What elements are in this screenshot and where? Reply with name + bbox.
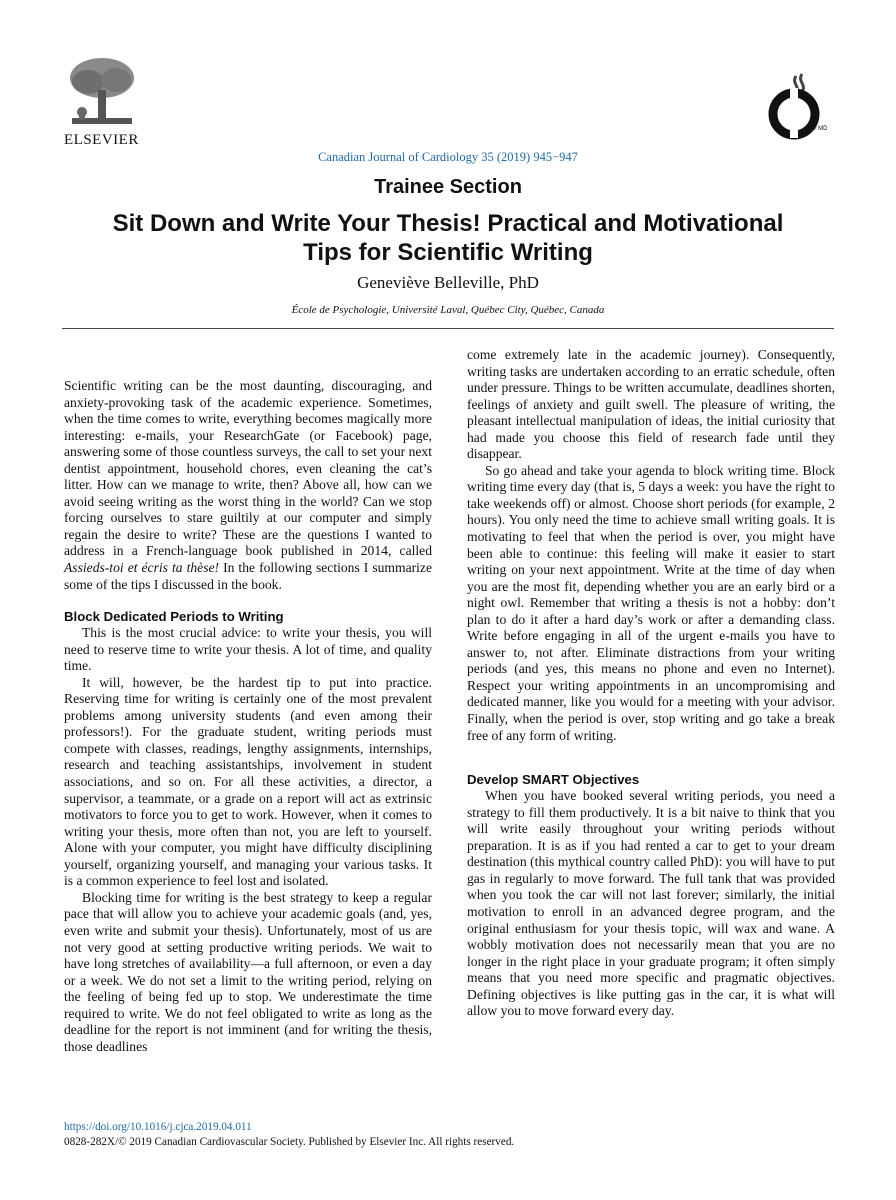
paragraph: When you have booked several writing periods, you need a strategy to fill them productively. It is a bit naive to think that you will write easily throughout your writing periods without preparation. It is as if you had rented a car to get to your dream destination (this mythical country called PhD): you will have to put gas in regularly to move forward. The full tank that was provided when you took the car will not last forever; similarly, the initial motivation to enroll in an advanced degree program, and the original enthusiasm for your thesis topic, will wax and wane. A wobbly motivation does not necessarily mean that you are no longer in the right place in your graduate program; it often simply means that you need more specific and pragmatic objectives. Defining objectives is like putting gas in the car, it is what will allow you to move forward every day. (467, 788, 835, 1019)
header-divider (62, 328, 834, 329)
affiliation: École de Psychologie, Université Laval, Québec City, Québec, Canada (291, 304, 605, 316)
journal-logo-mark: ® MD (812, 126, 828, 132)
intro-end: In the following sections I summarize some of the tips I discussed in the book. (64, 560, 432, 592)
section-heading: Develop SMART Objectives (467, 772, 640, 788)
section-heading: Block Dedicated Periods to Writing (64, 609, 284, 625)
author: Geneviève Belleville, PhD (357, 273, 539, 292)
journal-citation[interactable]: Canadian Journal of Cardiology 35 (2019) 945−947 (318, 150, 578, 164)
paragraph: So go ahead and take your agenda to block writing time. Block writing time every day (that is, 5 days a week: you have the right to take weekends off) or almost. Choose short periods (for example, 2 hours). You only need the time to achieve small writing goals. It is motivating to feel that when the period is over, you might have been able to continue: this feeling will make it easier to start writing on your next appointment. Write at the time of day when you are the most fit, depending whether you are an early bird or a night owl. Remember that writing a thesis is not a hobby: don’t plan to do it after a hard day’s work or after a demanding class. Write before engaging in all of the urgent e-mails you have to answer to, not after. Eliminate distractions from your writing periods (and yes, this means no phone and even no Internet). Respect your writing appointments in an uncompromising and dedicated manner, like you would for a meeting with your advisor. Finally, when the period is over, stop writing and go take a break free of any form of writing. (467, 462, 835, 743)
paragraph: come extremely late in the academic journey). Consequently, writing tasks are undertaken according to an erratic schedule, often under pressure. Things to be written accumulate, deadlines shorten, feelings of anxiety and guilt swell. The pleasure of writing, the pleasant intellectual manipulation of ideas, the initial curiosity that had made you choose this field of research fade until they disappear. (467, 347, 835, 462)
paragraph: This is the most crucial advice: to write your thesis, you will need to reserve time to write your thesis. A lot of time, and quality time. (64, 625, 432, 674)
title-line-2: Tips for Scientific Writing (303, 239, 593, 266)
section-label: Trainee Section (374, 176, 522, 198)
paragraph: Blocking time for writing is the best strategy to keep a regular pace that will allow you to achieve your academic goals (and, yes, even write and submit your thesis). Unfortunately, most of us are not very good at setting productive writing periods. We wait to have long stretches of availability—a full afternoon, or even a day or a week. We do not set a limit to the writing period, relying on the feeling of being fed up to stop. We underestimate the time required to write. We do not feel obligated to write as long as the deadline for the report is not imminent (and for writing the thesis, those deadlines (64, 889, 432, 1054)
intro-text: Scientific writing can be the most daunting, discouraging, and anxiety-provoking task of the academic experience. Sometimes, when the time comes to write, everything becomes magically more interesting: e-mails, your ResearchGate (or Facebook) page, answering some of those countless surveys, the call to set your next dentist appointment, household chores, even cleaning the cat’s litter. How can we manage to write, then? Above all, how can we avoid seeing writing as the worst thing in the world? Can we stop forcing ourselves to stare guiltily at our computer and simply regain the desire to write? These are the questions I wanted to address in a French-language book published in 2014, called (64, 378, 432, 559)
intro-paragraph (64, 378, 432, 593)
doi-link[interactable]: https://doi.org/10.1016/j.cjca.2019.04.011 (64, 1121, 252, 1133)
book-title: Assieds-toi et écris ta thèse! (64, 560, 220, 576)
title-line-1: Sit Down and Write Your Thesis! Practical and Motivational (112, 210, 784, 237)
cjc-journal-logo (756, 72, 838, 140)
right-column (467, 347, 835, 1020)
article-title (40, 209, 856, 267)
page-footer (64, 1120, 514, 1150)
paragraph: It will, however, be the hardest tip to put into practice. Reserving time for writing is certainly one of the most prevalent problems among university students (and even among their professors!). For the graduate student, writing periods must compete with classes, readings, lengthy assignments, internships, research and teaching assistantships, involvement in student associations, and so on. For all these activities, a director, a supervisor, a teammate, or a grade on a report will act as extrinsic motivators to force you to get to work. However, when it comes to writing your thesis, more often than not, you are left to yourself. Alone with your computer, you might have difficulty disciplining yourself, organizing yourself, and managing your various tasks. It is a common experience to feel lost and isolated. (64, 674, 432, 889)
left-column (64, 378, 432, 1055)
copyright: 0828-282X/© 2019 Canadian Cardiovascular Society. Published by Elsevier Inc. All rights reserved. (64, 1136, 515, 1148)
publisher-name: ELSEVIER (64, 132, 139, 148)
